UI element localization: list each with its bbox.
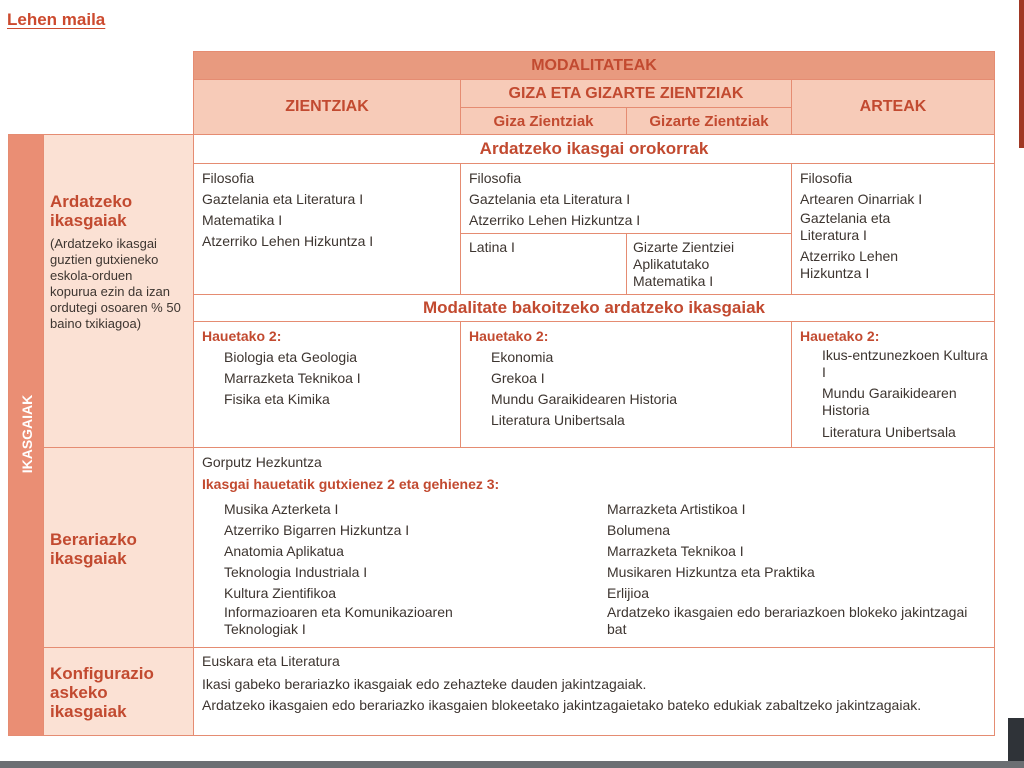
header-giza-zientziak-text: Giza Zientziak	[493, 112, 594, 130]
list-item: Musika Azterketa I	[224, 501, 339, 517]
page-heading: Lehen maila	[7, 10, 106, 29]
list-item: Erlijioa	[607, 585, 650, 601]
list-item: Atzerriko Lehen Hizkuntza I	[800, 248, 899, 281]
list-item: Mundu Garaikidearen Historia	[491, 391, 677, 407]
modality-giza-gizarte-list	[469, 326, 677, 431]
section-ardatzeko-orokorrak-text: Ardatzeko ikasgai orokorrak	[479, 139, 709, 158]
row-title-konfigurazio-line2: askeko	[50, 683, 108, 702]
row-title-berariazko-line1: Berariazko	[50, 530, 137, 549]
specific-right-list	[607, 499, 977, 638]
row-title-ardatzeko-line1: Ardatzeko	[50, 192, 133, 211]
header-zientziak-text: ZIENTZIAK	[285, 98, 369, 115]
header-gizarte-zientziak-text: Gizarte Zientziak	[649, 112, 769, 130]
free-line3: Ardatzeko ikasgaien edo berariazko ikasgaien blokeetako jakintzagaietako bateko edukiak zabaltzeko jakintzagaiak.	[202, 697, 922, 713]
general-arteak-cell	[791, 163, 995, 295]
general-zientziak-list	[202, 168, 373, 252]
choose-label: Hauetako 2:	[202, 328, 282, 344]
list-item: Bolumena	[607, 522, 671, 538]
list-item: Gaztelania eta Literatura I	[800, 210, 891, 243]
list-item: Marrazketa Teknikoa I	[607, 543, 744, 559]
general-zientziak-cell	[193, 163, 461, 295]
specific-cell	[193, 447, 995, 648]
list-item: Literatura Unibertsala	[822, 424, 956, 440]
row-title-konfigurazio-line1: Konfigurazio	[50, 664, 154, 683]
general-giza-gizarte-cell	[460, 163, 792, 234]
row-title-ardatzeko-label	[50, 192, 132, 230]
side-label: IKASGAIAK	[19, 394, 35, 474]
choose-label: Hauetako 2:	[800, 328, 880, 344]
section-modalitate-bakoitzeko	[193, 294, 995, 322]
general-giza-zientziak-cell	[460, 233, 627, 295]
row-title-ardatzeko-line2: ikasgaiak	[50, 211, 127, 230]
row-title-ardatzeko	[43, 134, 194, 448]
modality-arteak-cell	[791, 321, 995, 448]
row-title-berariazko-label	[50, 530, 137, 568]
list-item: Informazioaren eta Komunikazioaren Teknologiak I	[224, 604, 453, 637]
header-giza-gizarte-text: GIZA ETA GIZARTE ZIENTZIAK	[508, 84, 744, 102]
choose-label: Hauetako 2:	[469, 328, 549, 344]
header-modalitateak	[193, 51, 995, 80]
list-item: Ikus-entzunezkoen Kultura I	[822, 347, 988, 380]
header-zientziak	[193, 79, 461, 135]
list-item: Filosofia	[202, 170, 255, 186]
list-item: Filosofia	[800, 170, 853, 186]
list-item: Anatomia Aplikatua	[224, 543, 344, 559]
side-label-box	[8, 134, 44, 736]
list-item: Literatura Unibertsala	[491, 412, 625, 428]
list-item: Gaztelania eta Literatura I	[202, 191, 364, 207]
header-gizarte-zientziak	[626, 107, 792, 135]
list-item: Ardatzeko ikasgaien edo berariazkoen blokeko jakintzagai bat	[607, 604, 968, 637]
list-item: Marrazketa Artistikoa I	[607, 501, 746, 517]
list-item: Matematika I	[202, 212, 283, 228]
general-giza-zientziak-text: Latina I	[469, 239, 515, 255]
general-gizarte-zientziak-cell	[626, 233, 792, 295]
list-item: Atzerriko Lehen Hizkuntza I	[469, 212, 641, 228]
row-title-berariazko	[43, 447, 194, 648]
modality-giza-gizarte-cell	[460, 321, 792, 448]
list-item: Biologia eta Geologia	[224, 349, 358, 365]
specific-instruction: Ikasgai hauetatik gutxienez 2 eta gehienez 3:	[202, 476, 500, 492]
section-modalitate-bakoitzeko-text: Modalitate bakoitzeko ardatzeko ikasgaiak	[422, 298, 765, 317]
list-item: Gaztelania eta Literatura I	[469, 191, 631, 207]
modality-zientziak-list	[202, 326, 361, 410]
list-item: Mundu Garaikidearen Historia	[822, 385, 957, 418]
header-modalitateak-text: MODALITATEAK	[531, 56, 657, 74]
specific-first: Gorputz Hezkuntza	[202, 454, 322, 470]
row-title-konfigurazio-line3: ikasgaiak	[50, 702, 127, 721]
list-item: Marrazketa Teknikoa I	[224, 370, 361, 386]
list-item: Ekonomia	[491, 349, 554, 365]
list-item: Fisika eta Kimika	[224, 391, 330, 407]
header-arteak	[791, 79, 995, 135]
list-item: Atzerriko Lehen Hizkuntza I	[202, 233, 374, 249]
general-gizarte-zientziak-text: Gizarte Zientziei Aplikatutako Matematika I	[633, 239, 735, 289]
corner-block	[1008, 718, 1024, 761]
list-item: Musikaren Hizkuntza eta Praktika	[607, 564, 815, 580]
modality-arteak-list	[800, 326, 990, 443]
header-giza-gizarte	[460, 79, 792, 108]
list-item: Atzerriko Bigarren Hizkuntza I	[224, 522, 410, 538]
row-ardatzeko-note: (Ardatzeko ikasgai guztien gutxieneko eskola-orduen kopurua ezin da izan ordutegi osoaren % 50 baino txikiagoa)	[50, 236, 181, 331]
list-item: Filosofia	[469, 170, 522, 186]
general-arteak-list	[800, 168, 950, 282]
list-item: Grekoa I	[491, 370, 545, 386]
free-line1: Euskara eta Literatura	[202, 653, 340, 669]
list-item: Artearen Oinarriak I	[800, 191, 923, 207]
row-title-berariazko-line2: ikasgaiak	[50, 549, 127, 568]
row-title-konfigurazio-label	[50, 664, 154, 721]
general-giza-gizarte-list	[469, 168, 640, 231]
list-item: Kultura Zientifikoa	[224, 585, 337, 601]
list-item: Teknologia Industriala I	[224, 564, 368, 580]
side-accent-bar	[1019, 0, 1024, 148]
free-line2: Ikasi gabeko berariazko ikasgaiak edo zehazteke dauden jakintzagaiak.	[202, 676, 647, 692]
header-giza-zientziak	[460, 107, 627, 135]
row-title-konfigurazio	[43, 647, 194, 736]
free-cell	[193, 647, 995, 736]
header-arteak-text: ARTEAK	[859, 98, 927, 115]
specific-left-list	[224, 499, 524, 638]
modality-zientziak-cell	[193, 321, 461, 448]
bottom-bar	[0, 761, 1024, 768]
section-ardatzeko-orokorrak	[193, 134, 995, 164]
